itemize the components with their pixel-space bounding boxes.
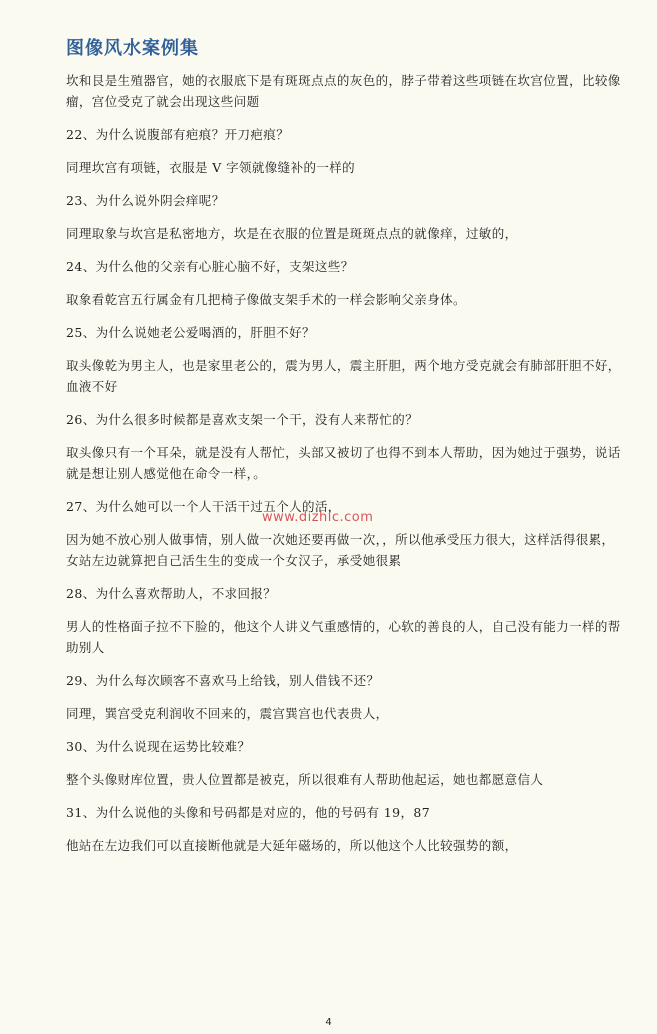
question-heading: 25、为什么说她老公爱喝酒的，肝胆不好？ — [66, 325, 315, 340]
question-heading: 27、为什么她可以一个人干活干过五个人的活， — [66, 499, 341, 514]
question-heading: 23、为什么说外阴会痒呢？ — [66, 193, 225, 208]
page-number: 4 — [325, 1017, 332, 1028]
answer-paragraph: 取象看乾宫五行属金有几把椅子像做支架手术的一样会影响父亲身体。 — [66, 292, 466, 307]
watermark: www.dizhic.com — [262, 510, 374, 525]
question-heading: 28、为什么喜欢帮助人，不求回报？ — [66, 586, 277, 601]
answer-paragraph: 同理坎宫有项链，衣服是 V 字领就像缝补的一样的 — [66, 160, 356, 175]
page-title: 图像风水案例集 — [66, 38, 199, 59]
answer-paragraph: 他站在左边我们可以直接断他就是大延年磁场的，所以他这个人比较强势的额， — [66, 838, 518, 853]
answer-paragraph: 因为她不放心别人做事情，别人做一次她还要再做一次，，所以他承受压力很大，这样活得很累，女站左边就算把自己活生生的变成一个女汉子，承受她很累 — [66, 532, 615, 568]
answer-paragraph: 坎和艮是生殖器官，她的衣服底下是有斑斑点点的灰色的，脖子带着这些项链在坎宫位置，比较像瘤，宫位受克了就会出现这些问题 — [66, 73, 621, 109]
question-heading: 29、为什么每次顾客不喜欢马上给钱，别人借钱不还？ — [66, 673, 380, 688]
question-heading: 22、为什么说腹部有疤痕？开刀疤痕？ — [66, 127, 290, 142]
question-heading: 30、为什么说现在运势比较难？ — [66, 739, 251, 754]
answer-paragraph: 取头像只有一个耳朵，就是没有人帮忙，头部又被切了也得不到本人帮助，因为她过于强势，说话就是想让别人感觉他在命令一样，。 — [66, 445, 621, 481]
answer-paragraph: 男人的性格面子拉不下脸的，他这个人讲义气重感情的，心软的善良的人，自己没有能力一样的帮助别人 — [66, 619, 621, 655]
document-body — [66, 70, 626, 868]
answer-paragraph: 取头像乾为男主人，也是家里老公的，震为男人，震主肝胆，两个地方受克就会有肺部肝胆不好，血液不好 — [66, 358, 621, 394]
answer-paragraph: 同理取象与坎宫是私密地方，坎是在衣服的位置是斑斑点点的就像痒，过敏的， — [66, 226, 518, 241]
question-heading: 24、为什么他的父亲有心脏心脑不好，支架这些？ — [66, 259, 354, 274]
answer-paragraph: 整个头像财库位置，贵人位置都是被克，所以很难有人帮助他起运，她也都愿意信人 — [66, 772, 544, 787]
question-heading: 26、为什么很多时候都是喜欢支架一个干，没有人来帮忙的？ — [66, 412, 419, 427]
answer-paragraph: 同理，巽宫受克利润收不回来的，震宫巽宫也代表贵人， — [66, 706, 389, 721]
question-heading: 31、为什么说他的头像和号码都是对应的，他的号码有 19，87 — [66, 805, 431, 820]
